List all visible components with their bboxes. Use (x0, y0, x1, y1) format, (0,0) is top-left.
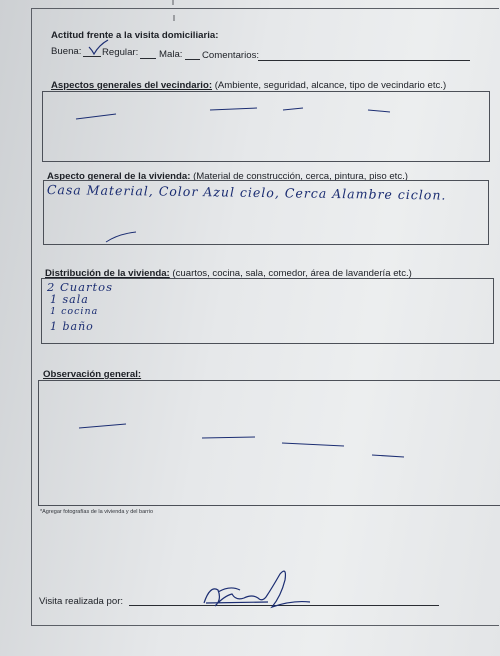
observation-title: Observación general: (43, 369, 142, 380)
neighborhood-heading (51, 80, 446, 91)
visit-label: Visita realizada por: (39, 596, 124, 607)
distribution-hint: (cuartos, cocina, sala, comedor, área de lavandería etc.) (172, 268, 412, 279)
visit-signature-line (129, 605, 439, 606)
distribution-item: 1 sala (50, 293, 89, 306)
distribution-item: 2 Cuartos (47, 280, 113, 294)
attitude-good-blank (83, 56, 101, 57)
attitude-comments-label: Comentarios: (202, 50, 260, 61)
photos-note: *Agregar fotografías de la vivienda y del barrio (40, 509, 154, 515)
attitude-regular-label: Regular: (102, 47, 139, 58)
neighborhood-title: Aspectos generales del vecindario: (51, 80, 213, 91)
neighborhood-box (42, 91, 490, 162)
attitude-good-label: Buena: (51, 46, 82, 57)
attitude-bad-blank (185, 59, 200, 60)
house-hint: (Material de construcción, cerca, pintura, piso etc.) (193, 171, 408, 182)
distribution-item: 1 cocina (50, 306, 99, 317)
attitude-title: Actitud frente a la visita domiciliaria: (51, 30, 219, 41)
attitude-bad-label: Mala: (159, 49, 183, 60)
attitude-comments-blank (258, 60, 470, 61)
distribution-item: 1 baño (50, 320, 94, 333)
observation-box (38, 380, 500, 506)
house-title: Aspecto general de la vivienda: (47, 171, 191, 182)
attitude-regular-blank (140, 58, 156, 59)
neighborhood-hint: (Ambiente, seguridad, alcance, tipo de vecindario etc.) (214, 80, 447, 91)
house-handwriting: Casa Material, Color Azul cielo, Cerca Alambre ciclon. (46, 182, 447, 203)
distribution-title: Distribución de la vivienda: (45, 268, 170, 279)
